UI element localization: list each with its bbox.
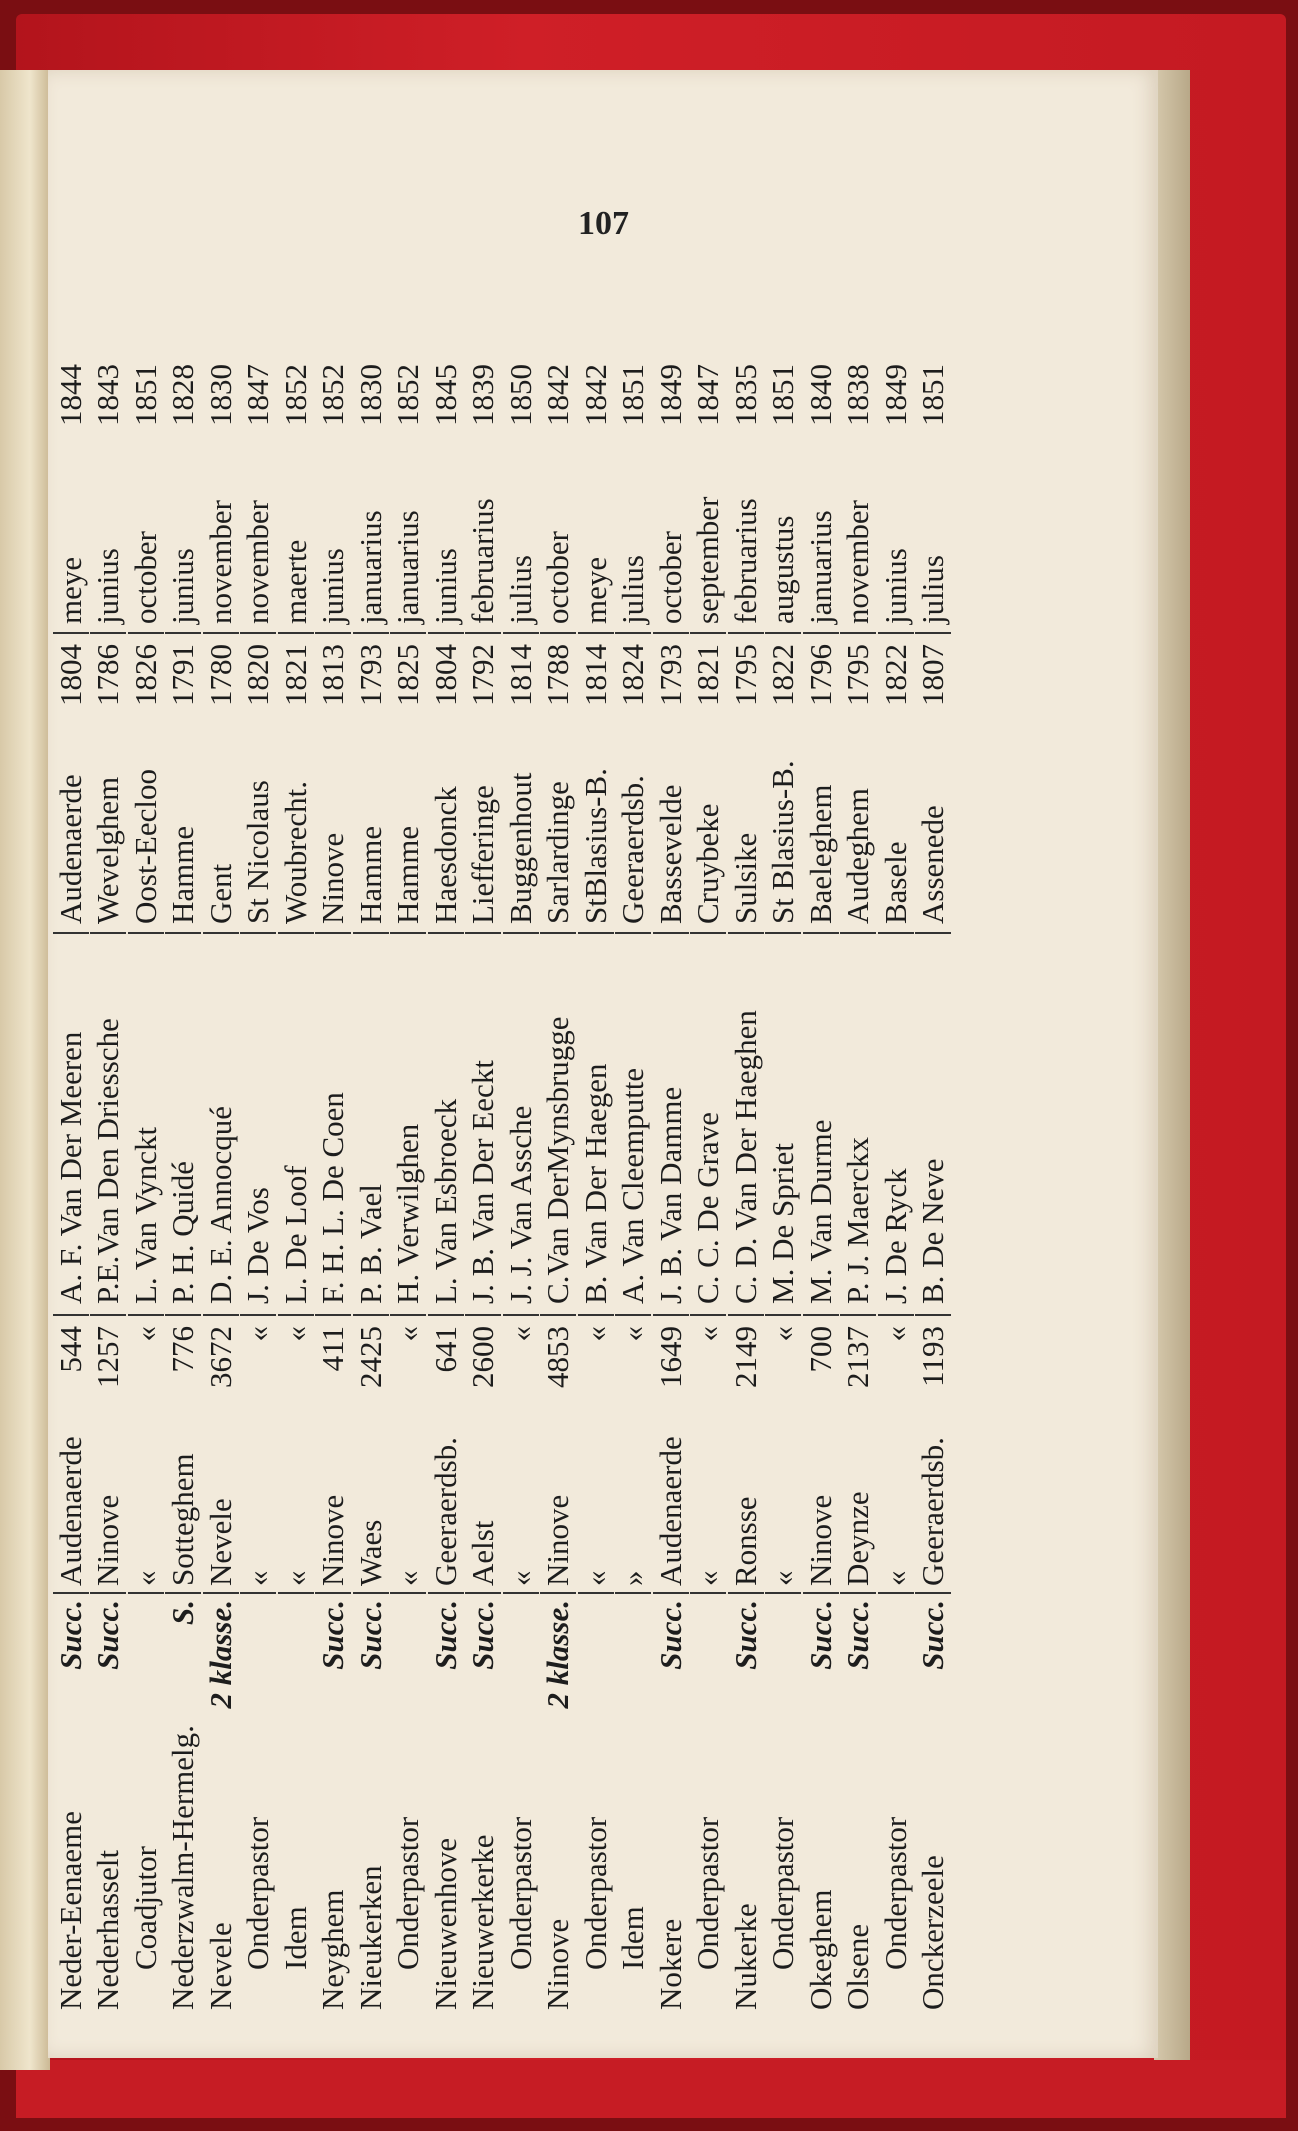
cell-parish: Neder-Eenaeme [52, 1810, 88, 2010]
cell-month: junius [878, 444, 914, 634]
cell-birth-year: 1807 [915, 644, 951, 706]
cell-month: januarius [390, 444, 426, 634]
cell-birth-year: 1791 [165, 644, 201, 706]
cell-parish: Nukerke [727, 1903, 763, 2010]
cell-month: februarius [728, 444, 764, 634]
cell-name: F. H. L. De Coen [315, 934, 351, 1316]
cell-parish: Onderpastor [577, 1816, 613, 1970]
cell-population: 2149 [727, 1326, 763, 1388]
cell-birthplace: Hamme [390, 724, 426, 934]
cell-parish: Olsene [840, 1923, 876, 2010]
cell-name: P. H. Quidé [165, 934, 201, 1316]
cell-status: Succ. [52, 1600, 88, 1670]
cell-place: « [278, 1406, 314, 1594]
table-row [540, 220, 578, 2010]
cell-status: Succ. [727, 1600, 763, 1670]
cell-month: januarius [353, 444, 389, 634]
cell-status: Succ. [315, 1600, 351, 1670]
cell-month: november [203, 444, 239, 634]
cell-place: Audenaerde [53, 1406, 89, 1594]
cell-month: october [653, 444, 689, 634]
cell-month: maerte [278, 444, 314, 634]
table-row [915, 220, 953, 2010]
cell-population: 2600 [465, 1326, 501, 1388]
cell-birth-year: 1804 [427, 644, 463, 706]
cell-month: october [540, 444, 576, 634]
cell-status: 2 klasse. [202, 1600, 238, 1709]
cell-place: « [690, 1406, 726, 1594]
cell-year: 1845 [427, 364, 463, 426]
cell-status: Succ. [352, 1600, 388, 1670]
cell-place: « [128, 1406, 164, 1594]
cell-year: 1852 [315, 364, 351, 426]
cell-name: C.Van DerMynsbrugge [540, 934, 576, 1316]
table-row [502, 220, 540, 2010]
cell-birthplace: St Blasius-B. [765, 724, 801, 934]
cell-birthplace: Woubrecht. [278, 724, 314, 934]
table-row [802, 220, 840, 2010]
cell-birth-year: 1814 [577, 644, 613, 706]
cell-population: 641 [427, 1326, 463, 1373]
cell-month: februarius [465, 444, 501, 634]
cell-year: 1852 [390, 364, 426, 426]
cell-parish: Onderpastor [502, 1816, 538, 1970]
cell-place: Waes [353, 1406, 389, 1594]
cell-year: 1851 [127, 364, 163, 426]
cell-birthplace: Wevelghem [90, 724, 126, 934]
cell-population: 700 [802, 1326, 838, 1373]
cell-month: october [128, 444, 164, 634]
cell-parish: Nederzwalm-Hermelg. [165, 1725, 201, 2010]
cell-birth-year: 1822 [877, 644, 913, 706]
cell-year: 1851 [915, 364, 951, 426]
cell-name: J. De Ryck [878, 934, 914, 1316]
table-row [840, 220, 878, 2010]
cell-birthplace: Liefferinge [465, 724, 501, 934]
cell-name: M. Van Durme [803, 934, 839, 1316]
cell-birthplace: Geeraerdsb. [615, 724, 651, 934]
cell-parish: Ninove [540, 1918, 576, 2010]
cell-status: Succ. [465, 1600, 501, 1670]
cell-year: 1838 [840, 364, 876, 426]
cell-month: september [690, 444, 726, 634]
cell-month: november [840, 444, 876, 634]
cell-birth-year: 1788 [540, 644, 576, 706]
cell-birthplace: Assenede [915, 724, 951, 934]
table-row [277, 220, 315, 2010]
cell-birthplace: StBlasius-B. [578, 724, 614, 934]
cell-place: Ninove [90, 1406, 126, 1594]
cell-population: « [277, 1326, 313, 1342]
cell-population: 1649 [652, 1326, 688, 1388]
cell-birth-year: 1822 [765, 644, 801, 706]
cell-birth-year: 1795 [727, 644, 763, 706]
cell-parish: Onderpastor [240, 1816, 276, 1970]
cell-population: « [240, 1326, 276, 1342]
cell-birth-year: 1796 [802, 644, 838, 706]
table-row [577, 220, 615, 2010]
cell-name: H. Verwilghen [390, 934, 426, 1316]
book-gutter [0, 70, 50, 2070]
cell-name: J. De Vos [240, 934, 276, 1316]
cell-year: 1835 [727, 364, 763, 426]
cell-birth-year: 1792 [465, 644, 501, 706]
cell-place: Ninove [540, 1406, 576, 1594]
cell-birth-year: 1825 [390, 644, 426, 706]
cell-place: Geeraerdsb. [915, 1406, 951, 1594]
cell-population: 1193 [915, 1326, 951, 1387]
table-row [765, 220, 803, 2010]
cell-place: Audenaerde [653, 1406, 689, 1594]
cell-birthplace: Oost-Eecloo [128, 724, 164, 934]
cell-month: junius [428, 444, 464, 634]
table-row [165, 220, 203, 2010]
cell-name: P. J. Maerckx [840, 934, 876, 1316]
cell-population: 1257 [90, 1326, 126, 1388]
cell-population: 544 [52, 1326, 88, 1373]
cell-population: « [127, 1326, 163, 1342]
table-row [427, 220, 465, 2010]
cell-birth-year: 1813 [315, 644, 351, 706]
cell-year: 1849 [652, 364, 688, 426]
cell-name: P.E.Van Den Driessche [90, 934, 126, 1316]
cell-year: 1842 [577, 364, 613, 426]
cell-year: 1851 [765, 364, 801, 426]
cell-name: L. Van Vynckt [128, 934, 164, 1316]
cell-birth-year: 1824 [615, 644, 651, 706]
cell-population: « [615, 1326, 651, 1342]
cell-name: A. F. Van Der Meeren [53, 934, 89, 1316]
cell-parish: Onderpastor [877, 1816, 913, 1970]
cell-birth-year: 1804 [52, 644, 88, 706]
cell-place: « [503, 1406, 539, 1594]
cell-birth-year: 1786 [90, 644, 126, 706]
cell-parish: Nevele [202, 1922, 238, 2010]
cell-birthplace: Audenaerde [53, 724, 89, 934]
cell-year: 1847 [240, 364, 276, 426]
cell-birth-year: 1826 [127, 644, 163, 706]
clergy-table [52, 220, 1042, 2010]
cell-place: « [765, 1406, 801, 1594]
cell-place: Nevele [203, 1406, 239, 1594]
cell-status: Succ. [90, 1600, 126, 1670]
cell-birthplace: Haesdonck [428, 724, 464, 934]
table-row [877, 220, 915, 2010]
cell-status: Succ. [652, 1600, 688, 1670]
cell-birthplace: Cruybeke [690, 724, 726, 934]
cell-birthplace: Baeleghem [803, 724, 839, 934]
table-row [390, 220, 428, 2010]
cell-month: julius [503, 444, 539, 634]
cell-birth-year: 1821 [277, 644, 313, 706]
cell-birthplace: Audeghem [840, 724, 876, 934]
cell-population: 776 [165, 1326, 201, 1373]
cell-parish: Onderpastor [390, 1816, 426, 1970]
cell-month: augustus [765, 444, 801, 634]
table-row [465, 220, 503, 2010]
cell-status: 2 klasse. [540, 1600, 576, 1709]
cell-place: Ninove [315, 1406, 351, 1594]
cell-month: julius [615, 444, 651, 634]
cell-place: » [615, 1406, 651, 1594]
cell-birthplace: Basele [878, 724, 914, 934]
cell-birthplace: Bassevelde [653, 724, 689, 934]
cell-status: S. [165, 1600, 201, 1625]
cell-month: junius [315, 444, 351, 634]
cell-name: D. E. Annocqué [203, 934, 239, 1316]
cell-year: 1840 [802, 364, 838, 426]
table-row [615, 220, 653, 2010]
cell-status: Succ. [802, 1600, 838, 1670]
cell-parish: Onckerzeele [915, 1855, 951, 2010]
cell-year: 1844 [52, 364, 88, 426]
cell-population: 3672 [202, 1326, 238, 1388]
cell-population: 2425 [352, 1326, 388, 1388]
cell-year: 1851 [615, 364, 651, 426]
table-row [52, 220, 90, 2010]
cell-year: 1842 [540, 364, 576, 426]
table-row [90, 220, 128, 2010]
cell-place: Aelst [465, 1406, 501, 1594]
cell-population: « [690, 1326, 726, 1342]
table-row [727, 220, 765, 2010]
cell-parish: Nokere [652, 1918, 688, 2010]
cell-place: Sotteghem [165, 1406, 201, 1594]
cell-name: C. D. Van Der Haeghen [728, 934, 764, 1316]
cell-name: C. C. De Grave [690, 934, 726, 1316]
table-row [652, 220, 690, 2010]
cell-birth-year: 1821 [690, 644, 726, 706]
cell-year: 1847 [690, 364, 726, 426]
cell-place: « [390, 1406, 426, 1594]
cell-year: 1839 [465, 364, 501, 426]
cell-month: junius [165, 444, 201, 634]
cell-birth-year: 1820 [240, 644, 276, 706]
cell-birthplace: Sulsike [728, 724, 764, 934]
cell-parish: Idem [615, 1906, 651, 1970]
table-row [315, 220, 353, 2010]
cell-place: Deynze [840, 1406, 876, 1594]
cell-birthplace: Gent [203, 724, 239, 934]
cell-year: 1849 [877, 364, 913, 426]
cell-birthplace: Ninove [315, 724, 351, 934]
cell-parish: Nieuwerkerke [465, 1834, 501, 2010]
cell-name: L. De Loof [278, 934, 314, 1316]
cell-status: Succ. [915, 1600, 951, 1670]
cell-parish: Nieuwenhove [427, 1837, 463, 2010]
cell-month: januarius [803, 444, 839, 634]
table-row [352, 220, 390, 2010]
cell-name: M. De Spriet [765, 934, 801, 1316]
table-row [202, 220, 240, 2010]
cell-name: J. B. Van Damme [653, 934, 689, 1316]
cell-parish: Onderpastor [765, 1816, 801, 1970]
cell-name: L. Van Esbroeck [428, 934, 464, 1316]
cell-population: 2137 [840, 1326, 876, 1388]
table-row [690, 220, 728, 2010]
cell-name: B. De Neve [915, 934, 951, 1316]
cell-population: « [877, 1326, 913, 1342]
cell-name: J. J. Van Assche [503, 934, 539, 1316]
cell-year: 1850 [502, 364, 538, 426]
cell-year: 1852 [277, 364, 313, 426]
cell-birthplace: Sarlardinge [540, 724, 576, 934]
cell-name: J. B. Van Der Eeckt [465, 934, 501, 1316]
cell-birth-year: 1793 [352, 644, 388, 706]
cell-population: « [502, 1326, 538, 1342]
table-row [127, 220, 165, 2010]
cell-birthplace: Buggenhout [503, 724, 539, 934]
cell-birth-year: 1793 [652, 644, 688, 706]
cell-place: « [578, 1406, 614, 1594]
cell-month: junius [90, 444, 126, 634]
cell-birthplace: Hamme [353, 724, 389, 934]
cell-name: A. Van Cleemputte [615, 934, 651, 1316]
cell-birth-year: 1814 [502, 644, 538, 706]
cell-parish: Onderpastor [690, 1816, 726, 1970]
cell-place: « [240, 1406, 276, 1594]
cell-place: « [878, 1406, 914, 1594]
cell-population: « [765, 1326, 801, 1342]
cell-parish: Nieukerken [352, 1865, 388, 2010]
cell-birth-year: 1795 [840, 644, 876, 706]
cell-parish: Idem [277, 1906, 313, 1970]
page-edge-shadow [1154, 70, 1190, 2060]
cell-population: 411 [315, 1326, 351, 1372]
cell-population: « [390, 1326, 426, 1342]
page-number: 107 [578, 205, 629, 242]
cell-year: 1830 [202, 364, 238, 426]
cell-place: Ronsse [728, 1406, 764, 1594]
cell-population: « [577, 1326, 613, 1342]
cell-birthplace: St Nicolaus [240, 724, 276, 934]
cell-year: 1830 [352, 364, 388, 426]
cell-name: P. B. Vael [353, 934, 389, 1316]
cell-birth-year: 1780 [202, 644, 238, 706]
cell-place: Ninove [803, 1406, 839, 1594]
cell-name: B. Van Der Haegen [578, 934, 614, 1316]
cell-year: 1828 [165, 364, 201, 426]
cell-status: Succ. [427, 1600, 463, 1670]
cell-parish: Neyghem [315, 1889, 351, 2010]
cell-parish: Okeghem [802, 1889, 838, 2010]
cell-birthplace: Hamme [165, 724, 201, 934]
cell-parish: Nederhasselt [90, 1849, 126, 2010]
cell-month: meye [53, 444, 89, 634]
cell-place: Geeraerdsb. [428, 1406, 464, 1594]
cell-population: 4853 [540, 1326, 576, 1388]
book-cover-edge [16, 2060, 1286, 2118]
cell-year: 1843 [90, 364, 126, 426]
cell-parish: Coadjutor [127, 1846, 163, 1970]
cell-status: Succ. [840, 1600, 876, 1670]
cell-month: meye [578, 444, 614, 634]
cell-month: julius [915, 444, 951, 634]
cell-month: november [240, 444, 276, 634]
table-row [240, 220, 278, 2010]
